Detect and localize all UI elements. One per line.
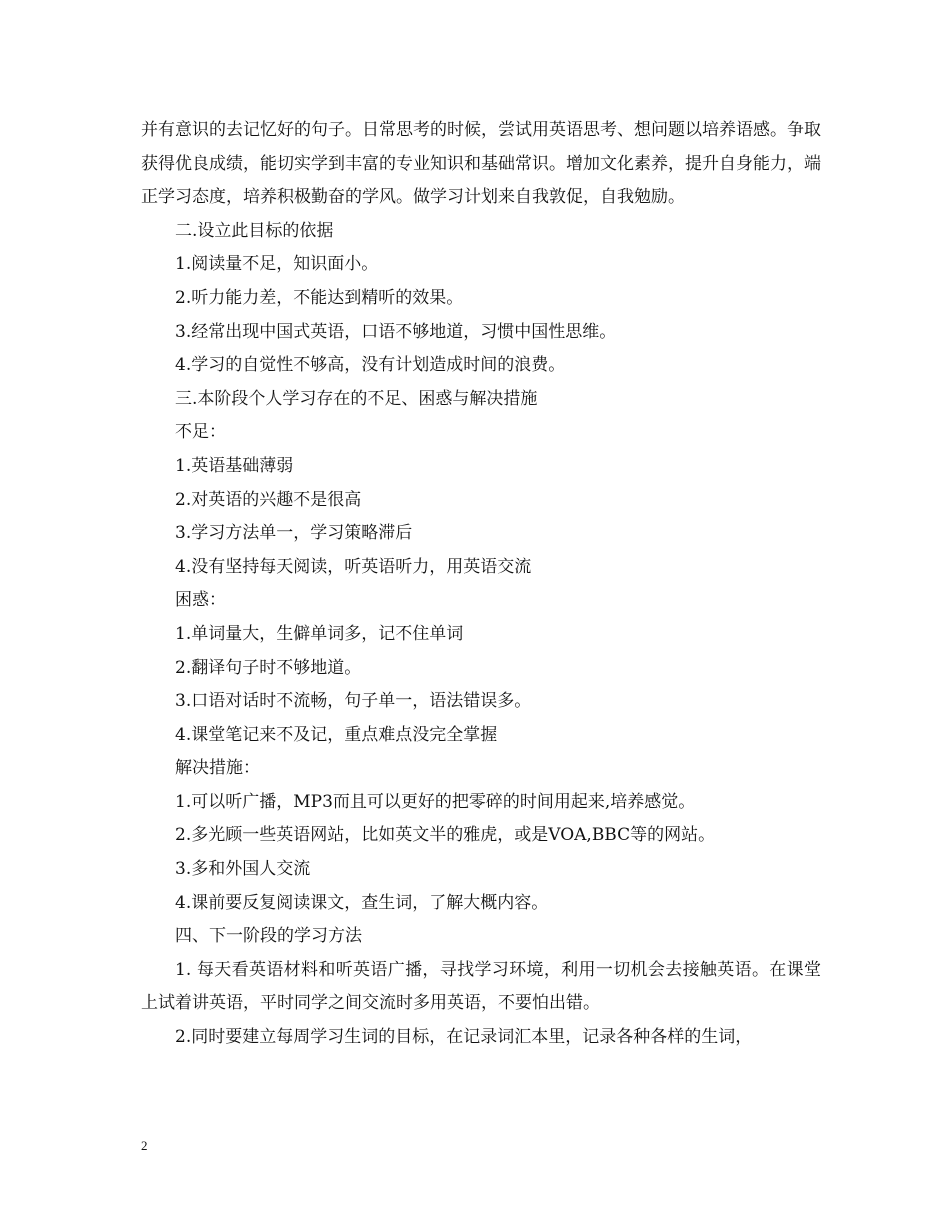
shortcoming-item: 3.学习方法单一，学习策略滞后 bbox=[175, 523, 413, 544]
section-2-item: 2.听力能力差，不能达到精听的效果。 bbox=[175, 287, 464, 308]
document-body bbox=[141, 114, 821, 1055]
confusion-item: 4.课堂笔记来不及记，重点难点没完全掌握 bbox=[175, 724, 498, 745]
confusion-item: 2.翻译句子时不够地道。 bbox=[175, 657, 362, 678]
confusions-label: 困惑： bbox=[175, 590, 226, 611]
confusion-item: 3.口语对话时不流畅，句子单一，语法错误多。 bbox=[175, 691, 532, 712]
section-4-heading: 四、下一阶段的学习方法 bbox=[175, 926, 362, 947]
confusion-item: 1.单词量大，生僻单词多，记不住单词 bbox=[175, 623, 464, 644]
section-2-item: 4.学习的自觉性不够高，没有计划造成时间的浪费。 bbox=[175, 355, 566, 376]
section-3-heading: 三.本阶段个人学习存在的不足、困惑与解决措施 bbox=[175, 388, 538, 409]
section-2-heading: 二.设立此目标的依据 bbox=[175, 220, 334, 241]
shortcoming-item: 4.没有坚持每天阅读，听英语听力，用英语交流 bbox=[175, 556, 532, 577]
intro-paragraph: 并有意识的去记忆好的句子。日常思考的时候，尝试用英语思考、想问题以培养语感。争取获得优良成绩，能切实学到丰富的专业知识和基础常识。增加文化素养，提升自身能力，端正学习态度，培养积极勤奋的学风。做学习计划来自我敦促，自我勉励。 bbox=[141, 120, 821, 208]
solutions-label: 解决措施： bbox=[175, 758, 260, 779]
section-4-paragraph: 1. 每天看英语材料和听英语广播，寻找学习环境，利用一切机会去接触英语。在课堂上试着讲英语，平时同学之间交流时多用英语，不要怕出错。 bbox=[141, 959, 821, 1014]
section-2-item: 1.阅读量不足，知识面小。 bbox=[175, 254, 379, 275]
section-2-item: 3.经常出现中国式英语，口语不够地道，习惯中国性思维。 bbox=[175, 321, 617, 342]
page-number: 2 bbox=[141, 1138, 148, 1153]
section-4-paragraph: 2.同时要建立每周学习生词的目标，在记录词汇本里，记录各种各样的生词， bbox=[175, 1027, 753, 1048]
shortcomings-label: 不足： bbox=[175, 422, 226, 443]
shortcoming-item: 1.英语基础薄弱 bbox=[175, 455, 294, 476]
shortcoming-item: 2.对英语的兴趣不是很高 bbox=[175, 489, 362, 510]
solution-item: 1.可以听广播，MP3而且可以更好的把零碎的时间用起来,培养感觉。 bbox=[175, 791, 696, 812]
solution-item: 2.多光顾一些英语网站，比如英文半的雅虎，或是VOA,BBC等的网站。 bbox=[175, 825, 716, 846]
solution-item: 3.多和外国人交流 bbox=[175, 859, 311, 880]
solution-item: 4.课前要反复阅读课文，查生词，了解大概内容。 bbox=[175, 892, 549, 913]
